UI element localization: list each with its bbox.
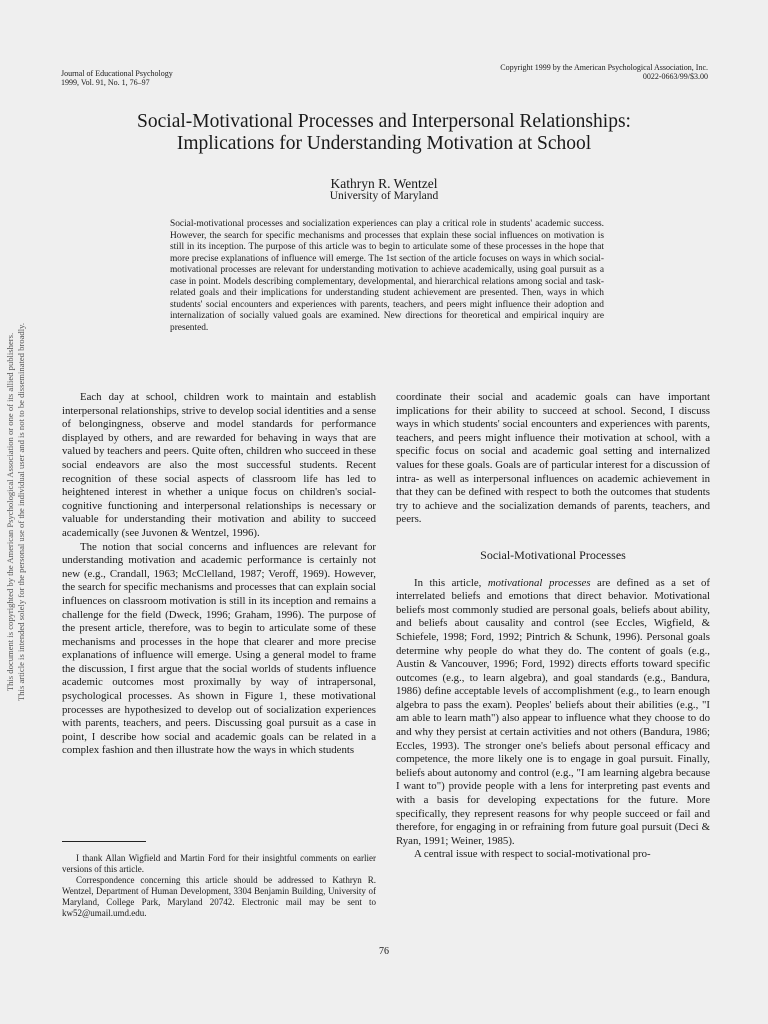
author-affiliation: University of Maryland: [329, 190, 439, 202]
author-name: Kathryn R. Wentzel: [330, 176, 438, 191]
copyright-line: Copyright 1999 by the American Psychological Association, Inc.: [500, 63, 708, 72]
acknowledgment: I thank Allan Wigfield and Martin Ford for their insightful comments on earlier versions of this article.: [62, 853, 376, 874]
abstract: Social-motivational processes and socialization experiences can play a critical role in students' academic success. However, the search for specific mechanisms and processes that explain these social influences on motivation is still in its inception. The purpose of this article was to begin to articulate some of these processes in the hope that more precise explanations of influence will emerge. The 1st section of the article focuses on ways in which social-motivational processes are relevant for understanding motivation to achieve academically, using goal pursuit as a case in point. Models describing complementary, developmental, and hierarchical relations among social and task-related goals and their implications for understanding student achievement are presented. Then, ways in which students' social encounters and experiences with parents, teachers, and peers might influence their adoption and internalization of socially valued goals are examined. New directions for theoretical and empirical inquiry are presented.: [170, 219, 604, 333]
correspondence-note: Correspondence concerning this article should be addressed to Kathryn R. Wentzel, Department of Human Development, 3304 Benjamin Building, University of Maryland, College Park, Maryland 20742. Electronic mail may be sent to kw52@umail.umd.edu.: [62, 875, 376, 918]
text-run: are defined as a set of interrelated beliefs and emotions that direct behavior. Motivational beliefs most commonly studied are personal goals, beliefs about ability, and beliefs about causality and control (see Eccles, Wigfield, & Schiefele, 1998; Ford, 1992; Pintrich & Schunk, 1996). Personal goals determine why people do what they do. The content of goals (e.g., Austin & Vancouver, 1996; Ford, 1992) directs efforts toward specific outcomes (e.g., to learn algebra), and goal standards (e.g., Bandura, 1986) define acceptable levels of accomplishment (e.g., to learn enough algebra to pass the exam). Peoples' beliefs about their abilities (e.g., "I am able to learn math") also appear to influence what they choose to do and why they persist at certain activities and not others (Bandura, 1986; Eccles, 1993). The stronger one's beliefs about personal efficacy and competence, the more likely one is to engage in goal pursuit. Finally, beliefs about autonomy and control (e.g., "I am learning algebra because I want to") provide people with a lens for interpreting past events and with a basis for developing expectations for the future. More specifically, they represent reasons for why people succeed or fail and therefore, for engaging in or refraining from future goal pursuit (Deci & Ryan, 1991; Weiner, 1985).: [396, 576, 710, 847]
text-run: In this article,: [414, 576, 488, 589]
body-paragraph: Each day at school, children work to maintain and establish interpersonal relationships, strive to develop social identities and a sense of belongingness, observe and model standards for performance displayed by others, and are rewarded for behaving in ways that are valued by teachers and peers. Quite often, children who succeed in these social endeavors are also the most successful students. Recent recognition of these social aspects of classroom life has led to heightened interest in whether a unique focus on children's social-cognitive functioning and interpersonal relationships is necessary or valuable for understanding their motivation and ability to succeed academically (see Juvonen & Wentzel, 1996).: [62, 391, 376, 539]
title-line-2: Implications for Understanding Motivation at School: [176, 133, 592, 154]
journal-name: Journal of Educational Psychology: [61, 69, 173, 78]
copyright-notice: [500, 63, 708, 81]
journal-citation: [61, 69, 173, 87]
section-heading: Social-Motivational Processes: [480, 547, 626, 562]
side-notice-line-1: This document is copyrighted by the American Psychological Association or one of its allied publishers.: [5, 332, 15, 692]
copyright-side-notice: [5, 282, 26, 742]
body-paragraph: A central issue with respect to social-motivational pro-: [414, 848, 651, 861]
right-column: [396, 391, 710, 862]
footnote-divider: [62, 841, 146, 842]
side-notice-line-2: This article is intended solely for the personal use of the individual user and is not to be disseminated broadly.: [15, 323, 26, 701]
left-column: [62, 391, 376, 758]
article-title: [60, 111, 708, 155]
body-paragraph: coordinate their social and academic goals can have important implications for their ability to succeed at school. Second, I discuss ways in which students' social encounters and experiences with parents, teachers, and peers might influence their motivation at school, with a specific focus on social and academic goal setting and internalized values for these goals. Goals are of particular interest for a discussion of intra- as well as interpersonal influences on academic achievement in that they can be defined with respect to both the outcomes that students try to achieve and the socialization demands of parents, teachers, and peers.: [396, 391, 710, 526]
italic-term: motivational processes: [487, 576, 591, 589]
journal-volume: 1999, Vol. 91, No. 1, 76–97: [61, 78, 150, 87]
issn-code: 0022-0663/99/$3.00: [642, 72, 708, 81]
title-line-1: Social-Motivational Processes and Interpersonal Relationships:: [137, 111, 631, 132]
body-paragraph: The notion that social concerns and influences are relevant for understanding motivation and academic performance is certainly not new (e.g., Crandall, 1963; McClelland, 1987; Veroff, 1969). However, the search for specific mechanisms and processes that can explain social influences on classroom motivation is still in its inception and remains a challenge for the field (Dweck, 1996; Graham, 1996). The purpose of the present article, therefore, was to begin to articulate some of these mechanisms and processes in the hope that clearer and more precise explanations of influence will emerge. Using a general model to frame the discussion, I first argue that the social worlds of students influence academic outcomes most proximally by way of intrapersonal, psychological processes. As shown in Figure 1, these motivational processes are hypothesized to develop out of socialization experiences with parents, teachers, and peers. Discussing goal pursuit as a case in point, I describe how social and academic goals can be related in a complex fashion and then illustrate how the ways in which students: [62, 540, 376, 757]
body-paragraph: [396, 577, 710, 849]
page-number: 76: [379, 946, 389, 957]
author-note: [62, 853, 376, 919]
